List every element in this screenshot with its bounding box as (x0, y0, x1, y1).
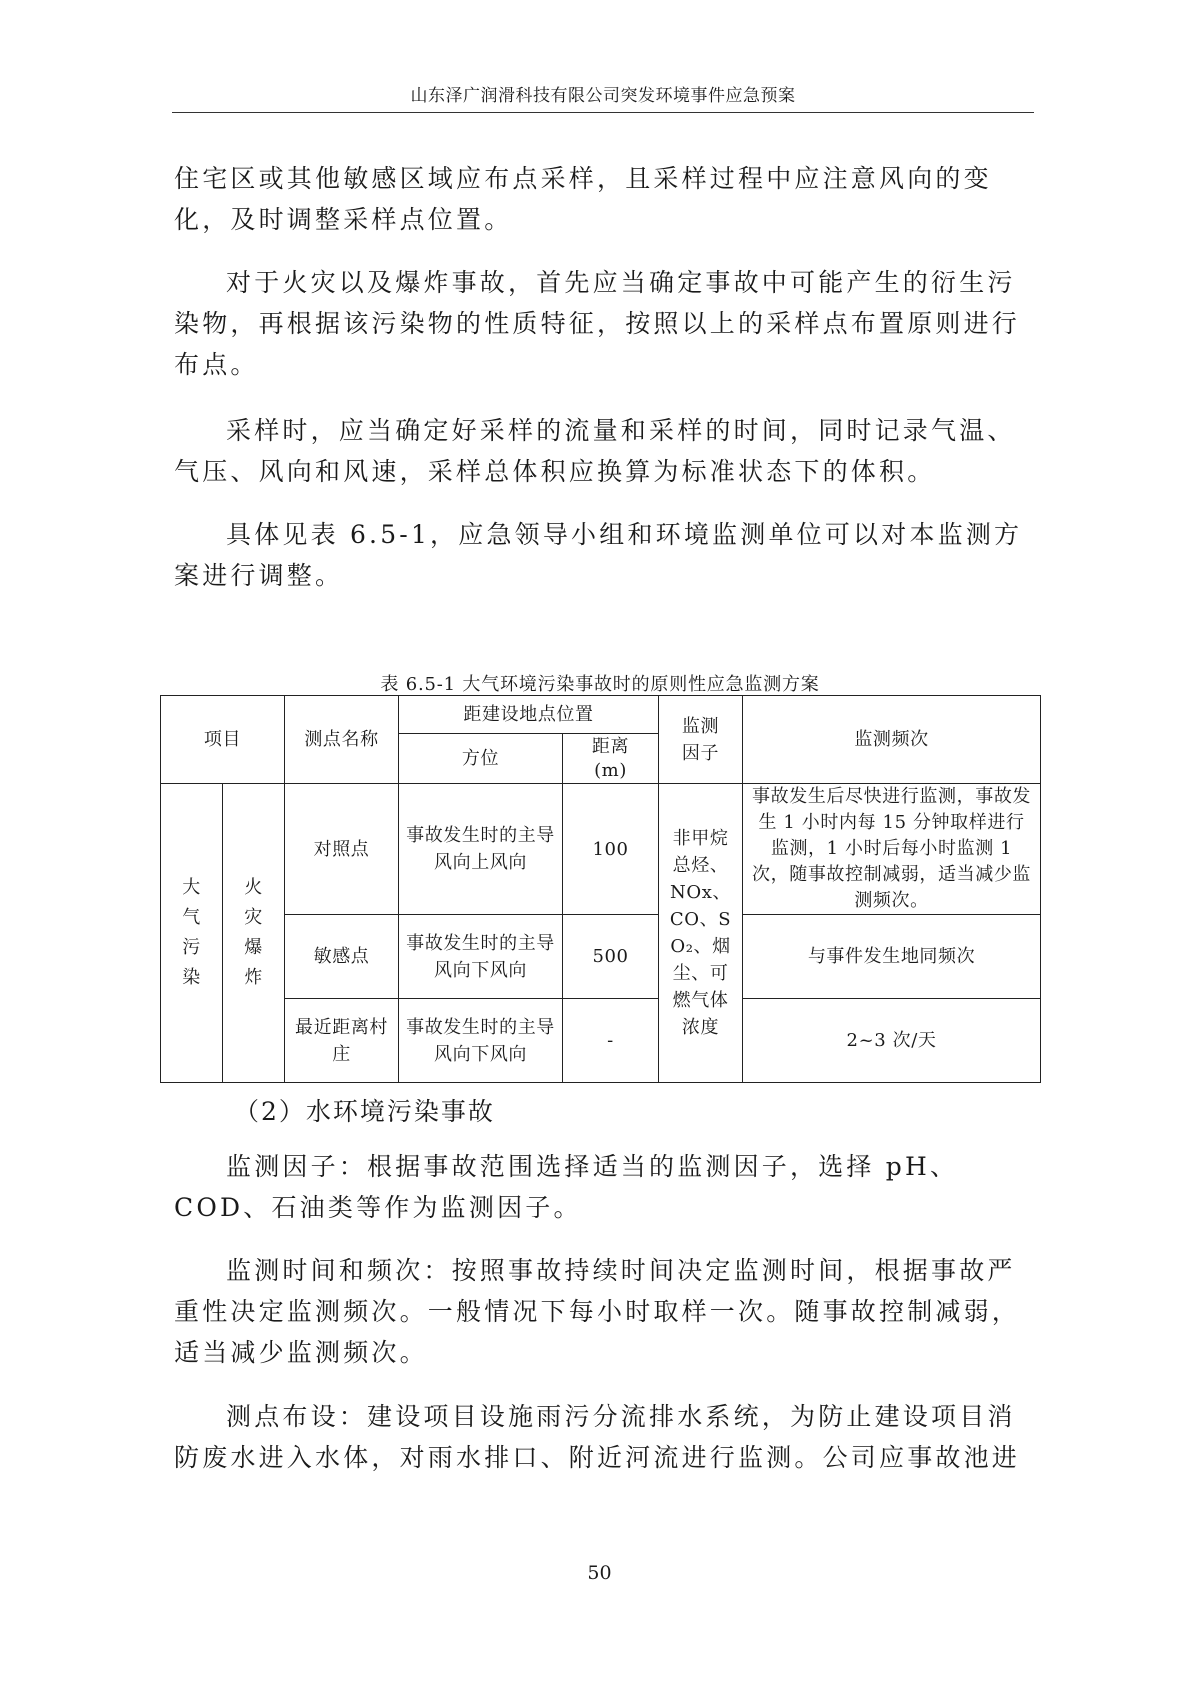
cell-point-name: 最近距离村庄 (285, 999, 399, 1083)
cell-frequency: 与事件发生地同频次 (743, 915, 1041, 999)
cell-point-name: 对照点 (285, 784, 399, 915)
table-row (161, 999, 1041, 1083)
header-item: 项目 (161, 696, 285, 784)
table-header-row (161, 696, 1041, 734)
cell-distance: 500 (563, 915, 659, 999)
monitoring-plan-table (160, 695, 1041, 1083)
paragraph-table-reference: 具体见表 6.5-1，应急领导小组和环境监测单位可以对本监测方案进行调整。 (174, 520, 1023, 590)
cell-direction: 事故发生时的主导风向下风向 (399, 999, 563, 1083)
section-subheading: （2）水环境污染事故 (234, 1097, 495, 1126)
paragraph-monitoring-factors: 监测因子：根据事故范围选择适当的监测因子，选择 pH、COD、石油类等作为监测因子。 (174, 1152, 959, 1222)
page-number: 50 (587, 1562, 612, 1584)
cell-category (161, 784, 223, 1083)
header-distance-group: 距建设地点位置 (399, 696, 659, 734)
header-frequency: 监测频次 (743, 696, 1041, 784)
paragraph-fire-explosion: 对于火灾以及爆炸事故，首先应当确定事故中可能产生的衍生污染物，再根据该污染物的性质特征，按照以上的采样点布置原则进行布点。 (174, 268, 1021, 379)
cell-factors: 非甲烷总烃、NOx、CO、SO₂、烟尘、可燃气体浓度 (659, 784, 743, 1083)
header-point-name: 测点名称 (285, 696, 399, 784)
document-header-title: 山东泽广润滑科技有限公司突发环境事件应急预案 (410, 86, 796, 106)
cell-distance: 100 (563, 784, 659, 915)
cell-distance: - (563, 999, 659, 1083)
cell-point-name: 敏感点 (285, 915, 399, 999)
cell-subcategory (223, 784, 285, 1083)
header-divider (172, 112, 1034, 113)
cell-frequency: 事故发生后尽快进行监测，事故发生 1 小时内每 15 分钟取样进行监测，1 小时后每小时监测 1 次，随事故控制减弱，适当减少监测频次。 (743, 784, 1041, 915)
table-caption: 表 6.5-1 大气环境污染事故时的原则性应急监测方案 (380, 674, 820, 695)
header-direction: 方位 (399, 734, 563, 784)
table-row (161, 784, 1041, 915)
cell-frequency: 2~3 次/天 (743, 999, 1041, 1083)
header-distance: 距离 (m) (563, 734, 659, 784)
category-text: 大气污染 (182, 877, 201, 988)
paragraph-sampling-records: 采样时，应当确定好采样的流量和采样的时间，同时记录气温、气压、风向和风速，采样总体积应换算为标准状态下的体积。 (174, 416, 1016, 486)
paragraph-point-layout: 测点布设：建设项目设施雨污分流排水系统，为防止建设项目消防废水进入水体，对雨水排口、附近河流进行监测。公司应事故池进 (174, 1402, 1021, 1472)
cell-direction: 事故发生时的主导风向下风向 (399, 915, 563, 999)
header-factor: 监测 因子 (659, 696, 743, 784)
cell-direction: 事故发生时的主导风向上风向 (399, 784, 563, 915)
subcategory-text: 火灾爆炸 (244, 877, 263, 988)
paragraph-monitoring-frequency: 监测时间和频次：按照事故持续时间决定监测时间，根据事故严重性决定监测频次。一般情况下每小时取样一次。随事故控制减弱，适当减少监测频次。 (174, 1256, 1021, 1367)
paragraph-sampling-location: 住宅区或其他敏感区域应布点采样，且采样过程中应注意风向的变化，及时调整采样点位置。 (174, 164, 992, 234)
table-row (161, 915, 1041, 999)
